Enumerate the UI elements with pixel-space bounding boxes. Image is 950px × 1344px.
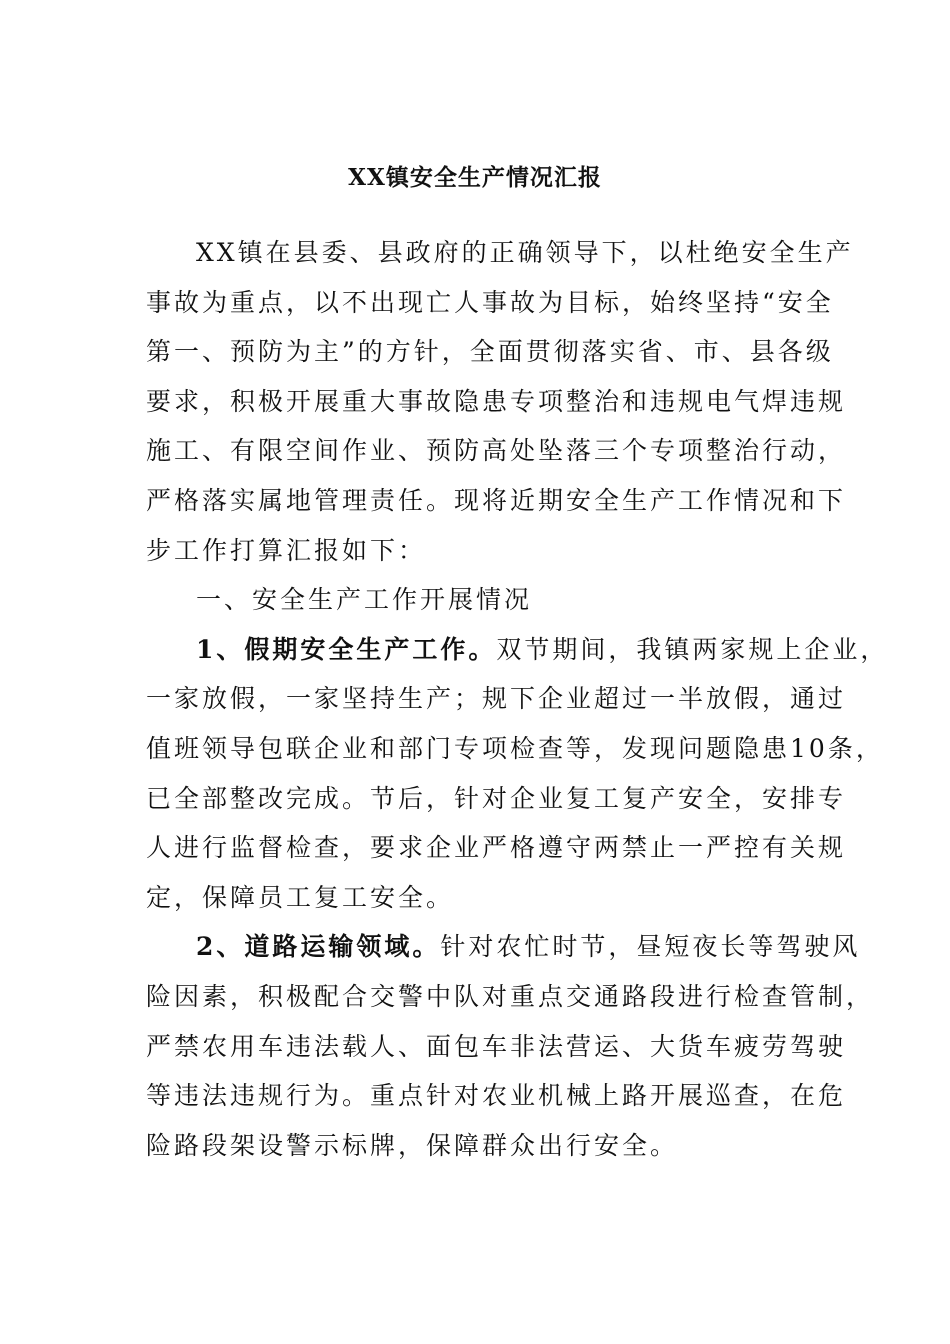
intro-line-3: 第一、预防为主”的方针，全面贯彻落实省、市、县各级 <box>146 337 834 367</box>
item-1-line-6: 定，保障员工复工安全。 <box>146 882 455 912</box>
item-2-line-2: 险因素，积极配合交警中队对重点交通路段进行检查管制， <box>146 981 875 1011</box>
item-1-line-3: 值班领导包联企业和部门专项检查等，发现问题隐患10条， <box>146 733 884 763</box>
intro-line-4: 要求，积极开展重大事故隐患专项整治和违规电气焊违规 <box>146 386 847 416</box>
section-1 <box>146 575 806 625</box>
item-1-line-5: 人进行监督检查，要求企业严格遵守两禁止一严控有关规 <box>146 833 847 863</box>
intro-line-5: 施工、有限空间作业、预防高处坠落三个专项整治行动， <box>146 436 847 466</box>
document-body <box>146 228 889 1170</box>
item-2-line-3: 严禁农用车违法载人、面包车非法营运、大货车疲劳驾驶 <box>146 1031 847 1061</box>
item-1-lead: 1、假期安全生产工作。 <box>196 634 497 664</box>
intro-line-1: XX镇在县委、县政府的正确领导下，以杜绝安全生产 <box>196 238 854 267</box>
item-1-paragraph <box>146 625 889 923</box>
item-2-first-rest: 针对农忙时节，昼短夜长等驾驶风 <box>440 932 861 962</box>
intro-line-7: 步工作打算汇报如下： <box>146 535 427 565</box>
item-1-first-rest: 双节期间，我镇两家规上企业， <box>496 634 889 664</box>
item-1-line-4: 已全部整改完成。节后，针对企业复工复产安全，安排专 <box>146 783 847 813</box>
intro-line-2: 事故为重点，以不出现亡人事故为目标，始终坚持“安全 <box>146 287 834 317</box>
item-2-paragraph <box>146 922 875 1170</box>
item-2-line-5: 险路段架设警示标牌，保障群众出行安全。 <box>146 1130 679 1160</box>
item-2-first-line <box>146 922 861 972</box>
item-2-lead: 2、道路运输领域。 <box>196 932 441 962</box>
intro-paragraph <box>146 228 854 575</box>
intro-line-6: 严格落实属地管理责任。现将近期安全生产工作情况和下 <box>146 485 847 515</box>
document-title: XX镇安全生产情况汇报 <box>348 164 602 191</box>
item-2-line-4: 等违法违规行为。重点针对农业机械上路开展巡查，在危 <box>146 1081 847 1111</box>
item-1-first-line <box>146 625 889 675</box>
item-1-line-2: 一家放假，一家坚持生产；规下企业超过一半放假，通过 <box>146 684 847 714</box>
section-1-heading: 一、安全生产工作开展情况 <box>196 585 533 615</box>
